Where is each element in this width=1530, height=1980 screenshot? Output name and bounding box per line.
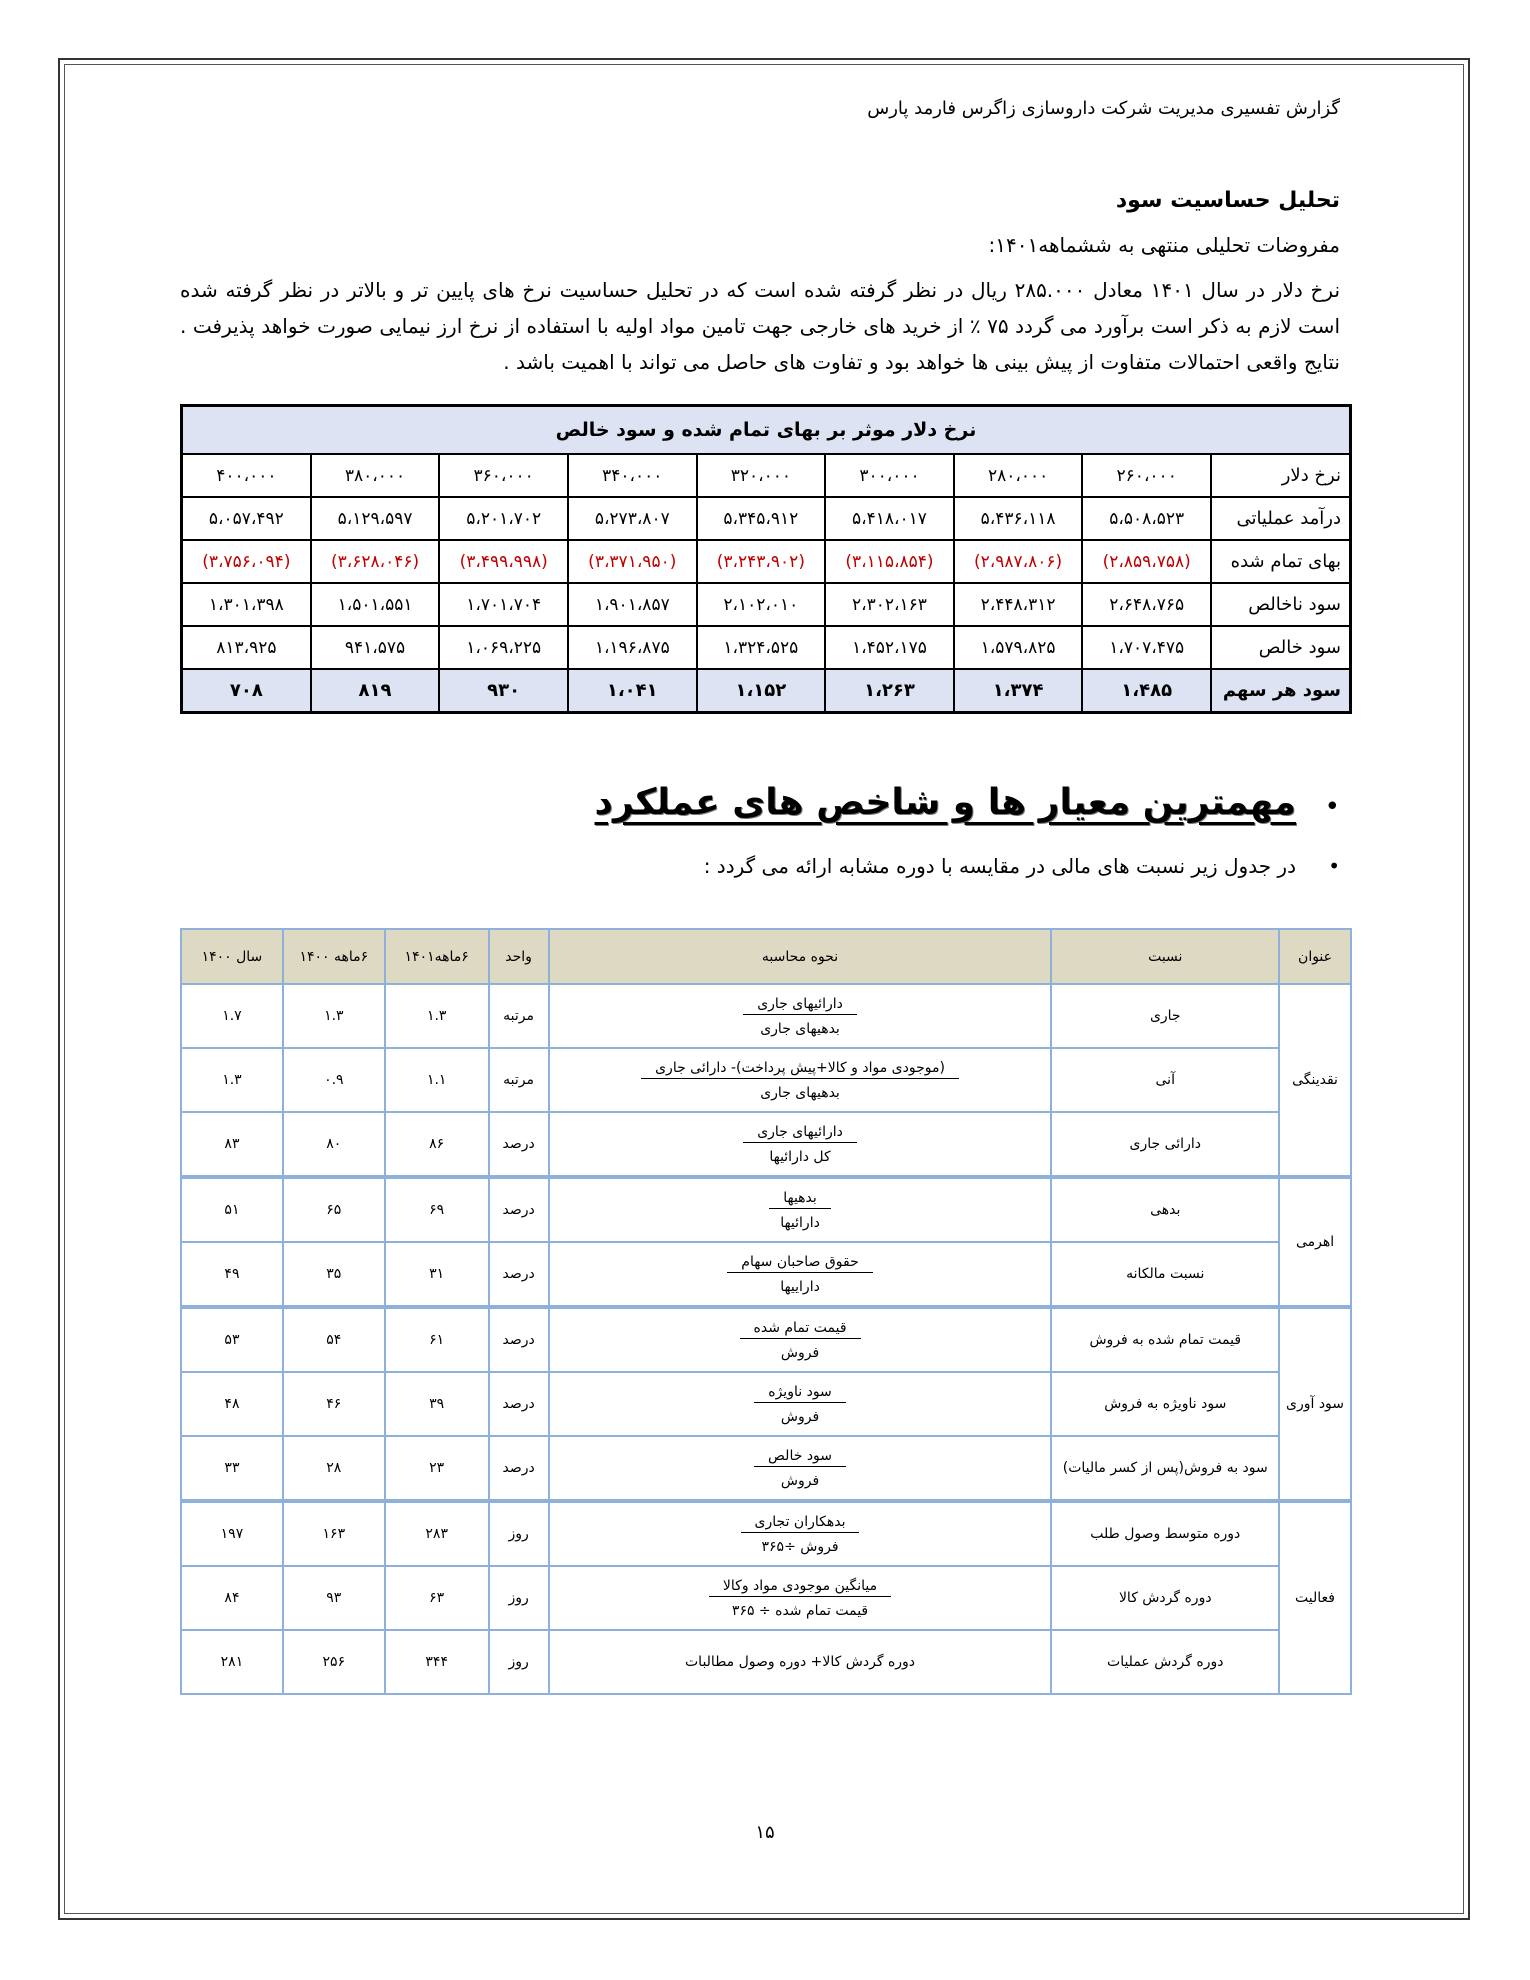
formula-fraction bbox=[727, 1254, 872, 1295]
ratio-name: آنی bbox=[1051, 1048, 1279, 1112]
table-row bbox=[181, 1501, 1351, 1566]
sensitivity-cell: ۲۸۰،۰۰۰ bbox=[954, 454, 1083, 497]
sensitivity-row bbox=[182, 669, 1351, 713]
assumptions-paragraph: نرخ دلار در سال ۱۴۰۱ معادل ۲۸۵.۰۰۰ ریال در نظر گرفته شده است که در تحلیل حساسیت نرخ های پایین تر و بالاتر در نظر گرفته شده است لازم به ذکر است برآورد می گردد ۷۵ ٪ از خرید های خارجی جهت تامین مواد اولیه با استفاده از نرخ ارز نیمایی صورت خواهد پذیرفت . نتایج واقعی احتمالات متفاوت از پیش بینی ها خواهد بود و تفاوت های حاصل می تواند با اهمیت باشد . bbox=[180, 278, 1341, 374]
sensitivity-cell: ۵،۴۱۸،۰۱۷ bbox=[825, 497, 954, 540]
ratio-name: دارائی جاری bbox=[1051, 1112, 1279, 1177]
sensitivity-cell: ۱،۲۶۳ bbox=[825, 669, 954, 713]
sensitivity-cell: ۷۰۸ bbox=[182, 669, 311, 713]
sensitivity-cell: ۱،۵۷۹،۸۲۵ bbox=[954, 626, 1083, 669]
ratio-unit: مرتبه bbox=[489, 1048, 549, 1112]
sensitivity-cell: ۳۶۰،۰۰۰ bbox=[439, 454, 568, 497]
formula-numerator: (موجودی مواد و کالا+پیش پرداخت)- دارائی جاری bbox=[641, 1060, 959, 1079]
value-year-1400: ۱.۷ bbox=[181, 984, 283, 1048]
formula-denominator: کل دارائیها bbox=[769, 1148, 831, 1165]
value-year-1400: ۳۳ bbox=[181, 1436, 283, 1501]
sensitivity-row bbox=[182, 454, 1351, 497]
sensitivity-cell: (۳،۲۴۳،۹۰۲) bbox=[697, 540, 826, 583]
ratio-group-name: سود آوری bbox=[1279, 1307, 1351, 1501]
value-6m-1401: ۱.۱ bbox=[385, 1048, 489, 1112]
sensitivity-cell: ۳۲۰،۰۰۰ bbox=[697, 454, 826, 497]
sensitivity-table bbox=[180, 404, 1352, 714]
value-6m-1401: ۳۱ bbox=[385, 1242, 489, 1307]
sensitivity-cell: ۲،۳۰۲،۱۶۳ bbox=[825, 583, 954, 626]
table-row bbox=[181, 1566, 1351, 1630]
ratio-group-name: اهرمی bbox=[1279, 1177, 1351, 1307]
value-6m-1401: ۶۹ bbox=[385, 1177, 489, 1242]
sensitivity-cell: ۱،۹۰۱،۸۵۷ bbox=[568, 583, 697, 626]
formula-numerator: حقوق صاحبان سهام bbox=[727, 1254, 872, 1273]
formula-numerator: دارائیهای جاری bbox=[743, 996, 857, 1015]
sensitivity-cell: ۵،۱۲۹،۵۹۷ bbox=[311, 497, 440, 540]
formula-denominator: داراییها bbox=[780, 1278, 820, 1295]
sensitivity-cell: (۲،۹۸۷،۸۰۶) bbox=[954, 540, 1083, 583]
value-6m-1400: ۹۳ bbox=[283, 1566, 385, 1630]
value-year-1400: ۸۴ bbox=[181, 1566, 283, 1630]
sensitivity-cell: ۱،۳۷۴ bbox=[954, 669, 1083, 713]
sensitivity-cell: ۱،۱۵۲ bbox=[697, 669, 826, 713]
sensitivity-row-label: سود ناخالص bbox=[1211, 583, 1351, 626]
formula-fraction bbox=[641, 1060, 959, 1101]
formula-fraction bbox=[754, 1448, 846, 1489]
formula-denominator: فروش ÷۳۶۵ bbox=[761, 1538, 839, 1555]
sensitivity-row-label: سود خالص bbox=[1211, 626, 1351, 669]
ratio-name: جاری bbox=[1051, 984, 1279, 1048]
ratio-unit: درصد bbox=[489, 1112, 549, 1177]
sensitivity-cell: ۹۳۰ bbox=[439, 669, 568, 713]
value-6m-1400: ۳۵ bbox=[283, 1242, 385, 1307]
ratios-intro-text: در جدول زیر نسبت های مالی در مقایسه با دوره مشابه ارائه می گردد : bbox=[703, 854, 1296, 878]
formula-fraction bbox=[741, 1514, 860, 1555]
bullet-icon: • bbox=[1328, 854, 1340, 878]
ratio-name: سود به فروش(پس از کسر مالیات) bbox=[1051, 1436, 1279, 1501]
value-year-1400: ۴۸ bbox=[181, 1372, 283, 1436]
sensitivity-cell: ۲،۴۴۸،۳۱۲ bbox=[954, 583, 1083, 626]
sensitivity-cell: ۲۶۰،۰۰۰ bbox=[1082, 454, 1211, 497]
sensitivity-cell: ۵،۳۴۵،۹۱۲ bbox=[697, 497, 826, 540]
sensitivity-cell: ۵،۵۰۸،۵۲۳ bbox=[1082, 497, 1211, 540]
value-6m-1400: ۸۰ bbox=[283, 1112, 385, 1177]
sensitivity-cell: ۹۴۱،۵۷۵ bbox=[311, 626, 440, 669]
ratio-unit: روز bbox=[489, 1630, 549, 1694]
ratio-name: بدهی bbox=[1051, 1177, 1279, 1242]
ratio-group-name: نقدینگی bbox=[1279, 984, 1351, 1177]
value-year-1400: ۵۳ bbox=[181, 1307, 283, 1372]
sensitivity-cell: ۵،۴۳۶،۱۱۸ bbox=[954, 497, 1083, 540]
table-row bbox=[181, 1372, 1351, 1436]
ratio-name: نسبت مالکانه bbox=[1051, 1242, 1279, 1307]
sensitivity-cell: ۵،۲۰۱،۷۰۲ bbox=[439, 497, 568, 540]
value-year-1400: ۴۹ bbox=[181, 1242, 283, 1307]
sensitivity-cell: ۱،۱۹۶،۸۷۵ bbox=[568, 626, 697, 669]
sensitivity-cell: ۳۸۰،۰۰۰ bbox=[311, 454, 440, 497]
formula-numerator: میانگین موجودی مواد وکالا bbox=[709, 1578, 891, 1597]
value-6m-1400: ۲۵۶ bbox=[283, 1630, 385, 1694]
sensitivity-row-label: بهای تمام شده bbox=[1211, 540, 1351, 583]
sensitivity-row bbox=[182, 583, 1351, 626]
value-6m-1400: ۵۴ bbox=[283, 1307, 385, 1372]
table-row bbox=[181, 1242, 1351, 1307]
ratio-formula bbox=[549, 1372, 1052, 1436]
ratio-formula: دوره گردش کالا+ دوره وصول مطالبات bbox=[549, 1630, 1052, 1694]
formula-denominator: بدهیهای جاری bbox=[760, 1084, 840, 1101]
formula-numerator: بدهکاران تجاری bbox=[741, 1514, 860, 1533]
header-title: عنوان bbox=[1279, 929, 1351, 984]
ratio-unit: درصد bbox=[489, 1177, 549, 1242]
report-header-title: گزارش تفسیری مدیریت شرکت داروسازی زاگرس فارمد پارس bbox=[867, 98, 1340, 119]
formula-numerator: بدهیها bbox=[769, 1190, 831, 1209]
formula-numerator: سود خالص bbox=[754, 1448, 846, 1467]
bullet-icon: • bbox=[1324, 792, 1340, 822]
sensitivity-cell: ۸۱۹ bbox=[311, 669, 440, 713]
ratio-unit: درصد bbox=[489, 1372, 549, 1436]
ratio-group-name: فعالیت bbox=[1279, 1501, 1351, 1694]
ratio-unit: روز bbox=[489, 1501, 549, 1566]
sensitivity-cell: ۸۱۳،۹۲۵ bbox=[182, 626, 311, 669]
ratio-unit: درصد bbox=[489, 1307, 549, 1372]
ratio-formula bbox=[549, 1307, 1052, 1372]
sensitivity-row-label: نرخ دلار bbox=[1211, 454, 1351, 497]
formula-denominator: بدهیهای جاری bbox=[760, 1020, 840, 1037]
value-6m-1401: ۳۹ bbox=[385, 1372, 489, 1436]
formula-fraction bbox=[743, 1124, 857, 1165]
formula-denominator: فروش bbox=[780, 1344, 820, 1361]
sensitivity-cell: ۳۰۰،۰۰۰ bbox=[825, 454, 954, 497]
ratio-name: دوره متوسط وصول طلب bbox=[1051, 1501, 1279, 1566]
sensitivity-cell: ۱،۷۰۱،۷۰۴ bbox=[439, 583, 568, 626]
ratio-formula bbox=[549, 1242, 1052, 1307]
sensitivity-cell: ۱،۰۶۹،۲۲۵ bbox=[439, 626, 568, 669]
header-formula: نحوه محاسبه bbox=[549, 929, 1052, 984]
page-number: ۱۵ bbox=[755, 1822, 775, 1843]
sensitivity-cell: ۱،۴۵۲،۱۷۵ bbox=[825, 626, 954, 669]
formula-fraction bbox=[754, 1384, 846, 1425]
formula-denominator: فروش bbox=[780, 1408, 820, 1425]
sensitivity-cell: ۱،۳۲۴،۵۲۵ bbox=[697, 626, 826, 669]
table-row bbox=[181, 1112, 1351, 1177]
sensitivity-cell: (۳،۶۲۸،۰۴۶) bbox=[311, 540, 440, 583]
sensitivity-cell: ۱،۳۰۱،۳۹۸ bbox=[182, 583, 311, 626]
sensitivity-row-label: درآمد عملیاتی bbox=[1211, 497, 1351, 540]
sensitivity-cell: ۲،۶۴۸،۷۶۵ bbox=[1082, 583, 1211, 626]
value-6m-1400: ۶۵ bbox=[283, 1177, 385, 1242]
value-6m-1400: ۱۶۳ bbox=[283, 1501, 385, 1566]
value-6m-1401: ۱.۳ bbox=[385, 984, 489, 1048]
value-6m-1401: ۸۶ bbox=[385, 1112, 489, 1177]
sensitivity-cell: (۳،۱۱۵،۸۵۴) bbox=[825, 540, 954, 583]
value-year-1400: ۱.۳ bbox=[181, 1048, 283, 1112]
value-6m-1400: ۴۶ bbox=[283, 1372, 385, 1436]
value-6m-1400: ۲۸ bbox=[283, 1436, 385, 1501]
table-row bbox=[181, 1436, 1351, 1501]
formula-fraction bbox=[769, 1190, 831, 1231]
sensitivity-cell: ۱،۴۸۵ bbox=[1082, 669, 1211, 713]
ratio-name: دوره گردش کالا bbox=[1051, 1566, 1279, 1630]
header-unit: واحد bbox=[489, 929, 549, 984]
ratio-formula bbox=[549, 1112, 1052, 1177]
formula-denominator: فروش bbox=[780, 1472, 820, 1489]
value-6m-1401: ۲۸۳ bbox=[385, 1501, 489, 1566]
value-year-1400: ۵۱ bbox=[181, 1177, 283, 1242]
table-row bbox=[181, 1307, 1351, 1372]
section-heading-performance: مهمترین معیار ها و شاخص های عملکرد bbox=[594, 782, 1296, 823]
formula-denominator: دارائیها bbox=[780, 1214, 820, 1231]
value-6m-1401: ۳۴۴ bbox=[385, 1630, 489, 1694]
table-row bbox=[181, 1177, 1351, 1242]
financial-ratios-table bbox=[180, 928, 1352, 1695]
sensitivity-cell: (۳،۳۷۱،۹۵۰) bbox=[568, 540, 697, 583]
header-6m-1401: ۶ماهه۱۴۰۱ bbox=[385, 929, 489, 984]
value-6m-1400: ۰.۹ bbox=[283, 1048, 385, 1112]
sensitivity-row bbox=[182, 497, 1351, 540]
ratio-unit: درصد bbox=[489, 1436, 549, 1501]
header-year-1400: سال ۱۴۰۰ bbox=[181, 929, 283, 984]
value-year-1400: ۱۹۷ bbox=[181, 1501, 283, 1566]
formula-numerator: سود ناویژه bbox=[754, 1384, 846, 1403]
sensitivity-cell: ۴۰۰،۰۰۰ bbox=[182, 454, 311, 497]
formula-fraction bbox=[740, 1320, 861, 1361]
value-6m-1401: ۶۱ bbox=[385, 1307, 489, 1372]
value-6m-1400: ۱.۳ bbox=[283, 984, 385, 1048]
sensitivity-cell: ۱،۰۴۱ bbox=[568, 669, 697, 713]
formula-fraction bbox=[709, 1578, 891, 1619]
value-6m-1401: ۶۳ bbox=[385, 1566, 489, 1630]
sensitivity-cell: (۳،۴۹۹،۹۹۸) bbox=[439, 540, 568, 583]
value-6m-1401: ۲۳ bbox=[385, 1436, 489, 1501]
ratio-name: دوره گردش عملیات bbox=[1051, 1630, 1279, 1694]
sensitivity-row bbox=[182, 540, 1351, 583]
table-row bbox=[181, 984, 1351, 1048]
section-heading-profit-sensitivity: تحلیل حساسیت سود bbox=[1115, 188, 1340, 213]
formula-numerator: دارائیهای جاری bbox=[743, 1124, 857, 1143]
ratio-formula bbox=[549, 984, 1052, 1048]
sensitivity-cell: ۲،۱۰۲،۰۱۰ bbox=[697, 583, 826, 626]
sensitivity-cell: ۳۴۰،۰۰۰ bbox=[568, 454, 697, 497]
ratio-unit: مرتبه bbox=[489, 984, 549, 1048]
formula-denominator: قیمت تمام شده ÷ ۳۶۵ bbox=[731, 1602, 869, 1619]
sensitivity-cell: ۵،۰۵۷،۴۹۲ bbox=[182, 497, 311, 540]
header-6m-1400: ۶ماهه ۱۴۰۰ bbox=[283, 929, 385, 984]
sensitivity-row-label: سود هر سهم bbox=[1211, 669, 1351, 713]
value-year-1400: ۲۸۱ bbox=[181, 1630, 283, 1694]
sensitivity-table-title: نرخ دلار موثر بر بهای تمام شده و سود خالص bbox=[182, 406, 1351, 455]
ratio-formula bbox=[549, 1436, 1052, 1501]
ratio-formula bbox=[549, 1177, 1052, 1242]
ratio-name: سود ناویژه به فروش bbox=[1051, 1372, 1279, 1436]
formula-numerator: قیمت تمام شده bbox=[740, 1320, 861, 1339]
table-row bbox=[181, 1630, 1351, 1694]
formula-fraction bbox=[743, 996, 857, 1037]
ratio-unit: درصد bbox=[489, 1242, 549, 1307]
sensitivity-row bbox=[182, 626, 1351, 669]
ratio-formula bbox=[549, 1501, 1052, 1566]
sensitivity-cell: ۵،۲۷۳،۸۰۷ bbox=[568, 497, 697, 540]
table-row bbox=[181, 1048, 1351, 1112]
ratio-formula bbox=[549, 1048, 1052, 1112]
ratio-formula bbox=[549, 1566, 1052, 1630]
sensitivity-cell: ۱،۵۰۱،۵۵۱ bbox=[311, 583, 440, 626]
ratio-unit: روز bbox=[489, 1566, 549, 1630]
ratios-header-row bbox=[181, 929, 1351, 984]
ratio-name: قیمت تمام شده به فروش bbox=[1051, 1307, 1279, 1372]
sensitivity-cell: ۱،۷۰۷،۴۷۵ bbox=[1082, 626, 1211, 669]
header-ratio: نسبت bbox=[1051, 929, 1279, 984]
sensitivity-cell: (۳،۷۵۶،۰۹۴) bbox=[182, 540, 311, 583]
sensitivity-cell: (۲،۸۵۹،۷۵۸) bbox=[1082, 540, 1211, 583]
assumptions-line: مفروضات تحلیلی منتهی به ششماهه۱۴۰۱: bbox=[988, 233, 1340, 257]
value-year-1400: ۸۳ bbox=[181, 1112, 283, 1177]
